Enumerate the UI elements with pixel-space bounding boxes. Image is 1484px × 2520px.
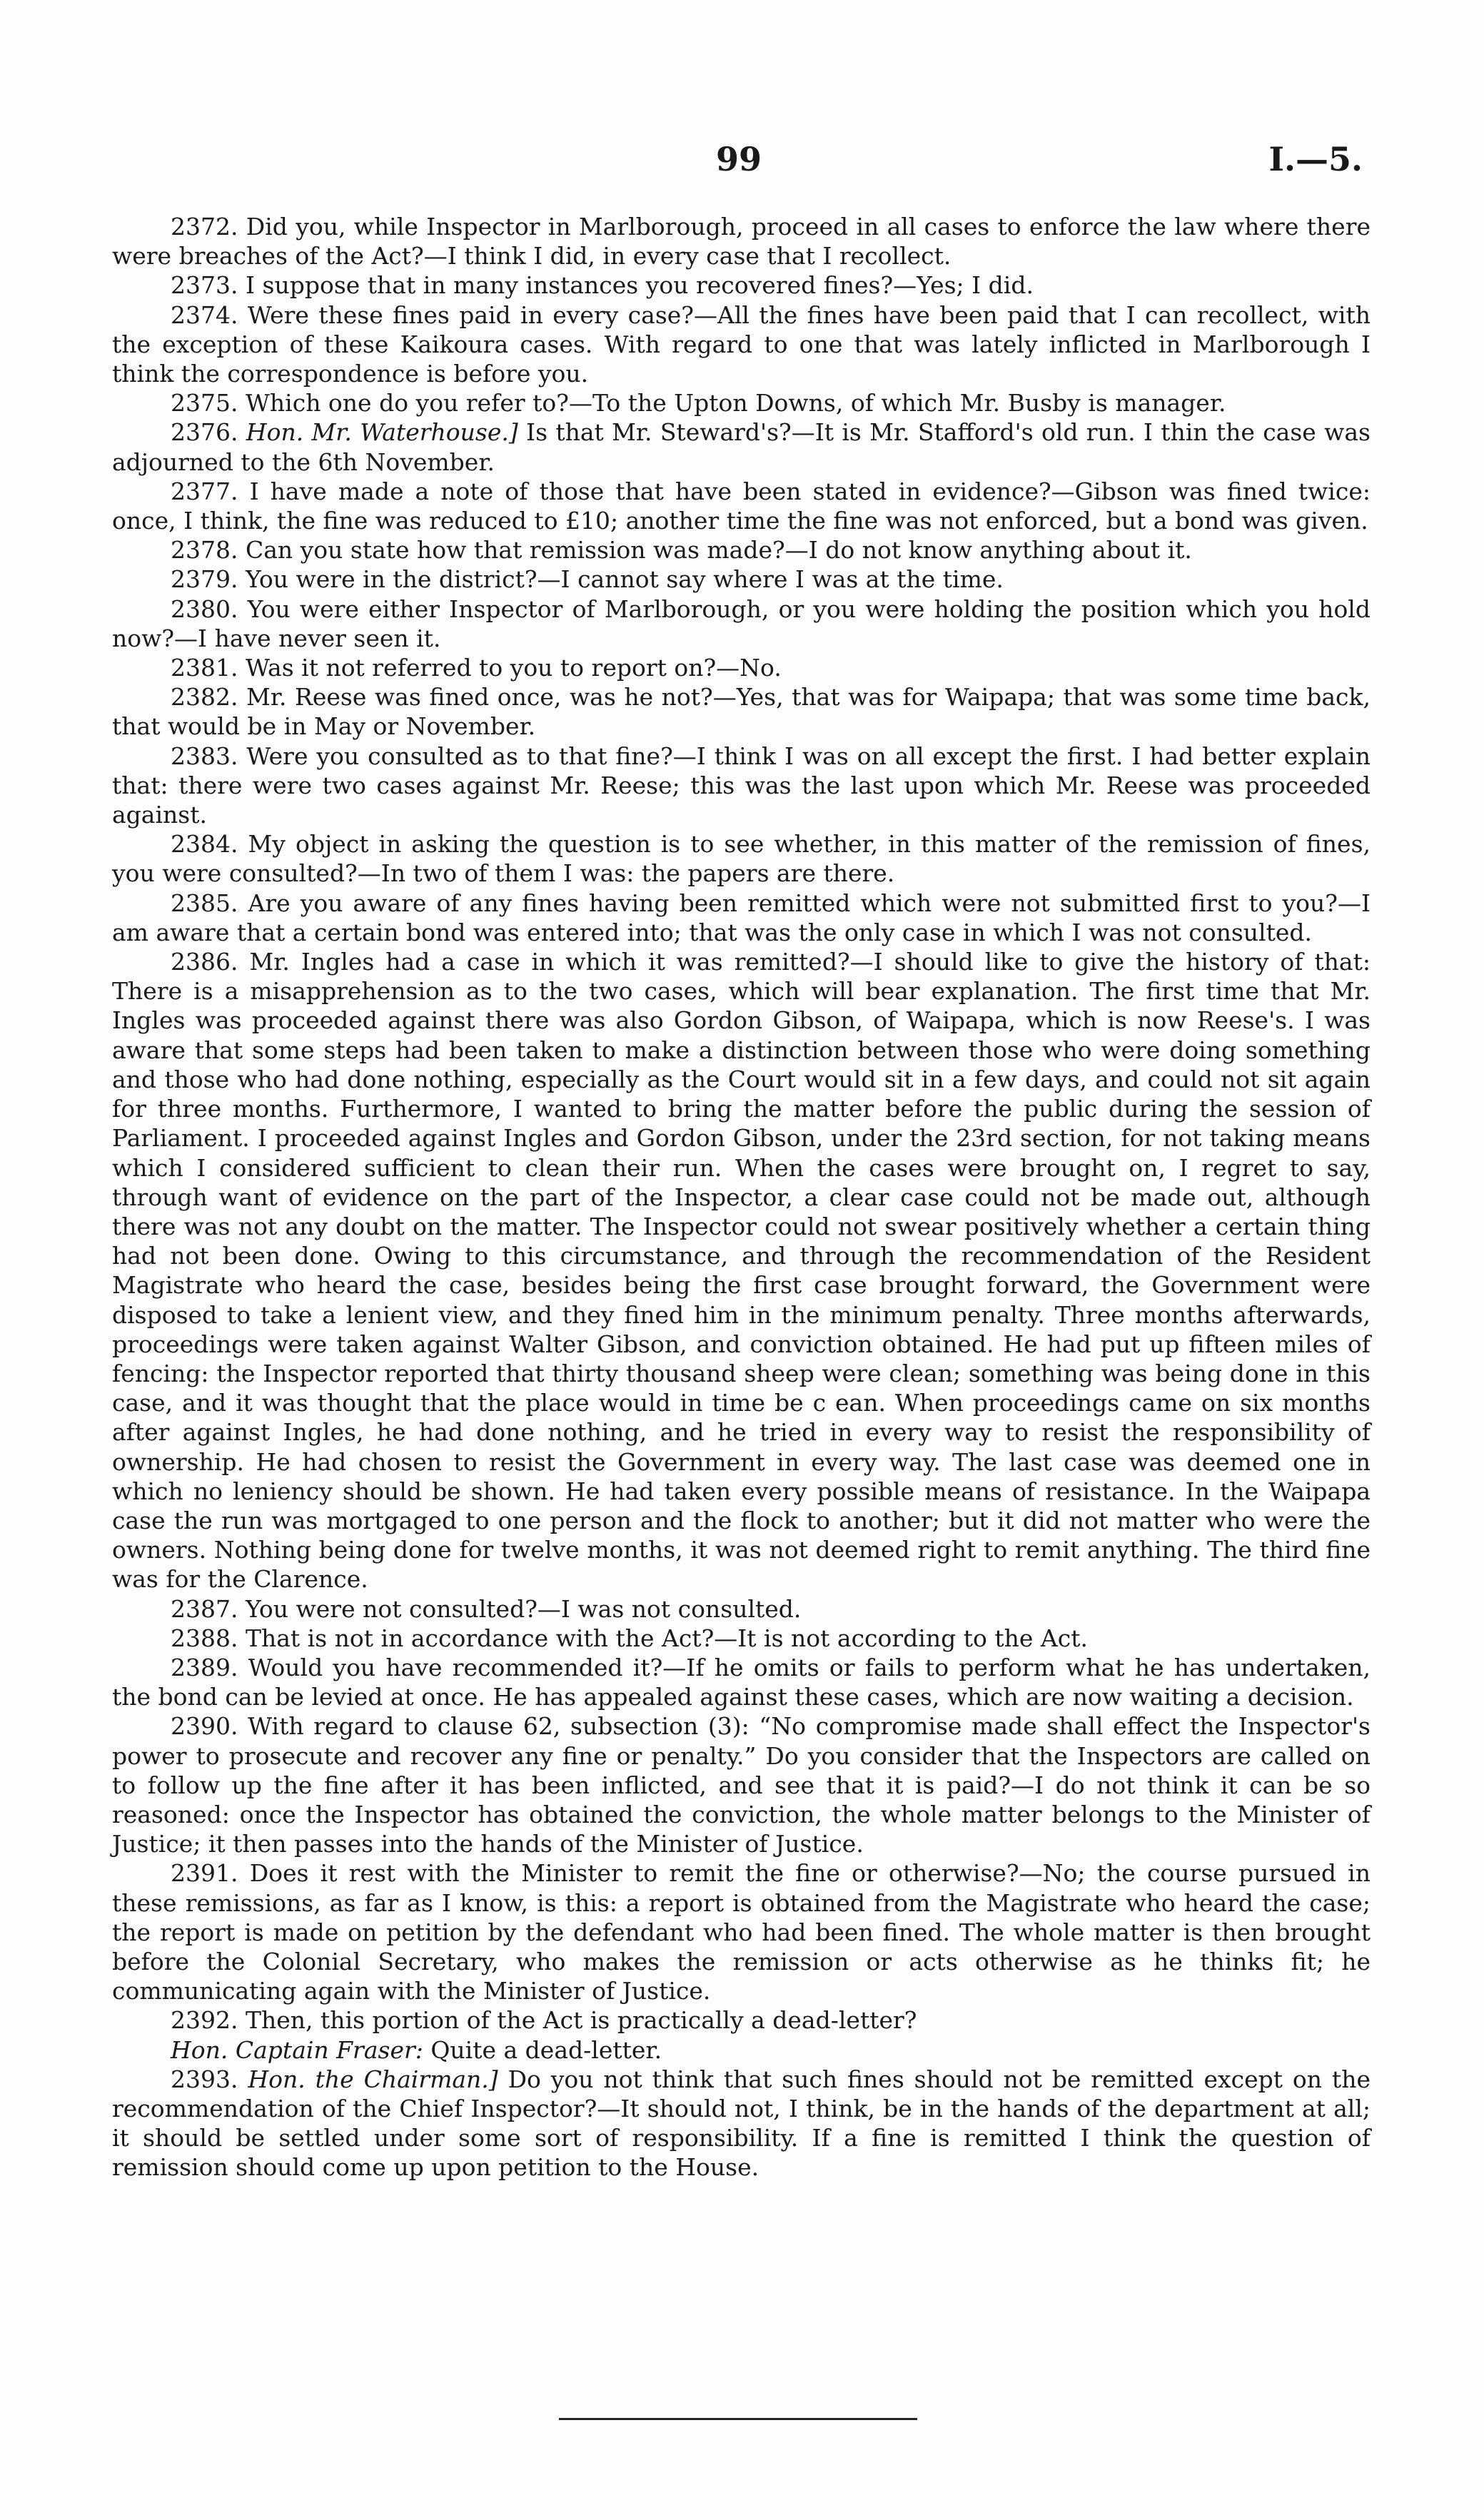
paragraph-text: Do you not think that such fines should not be remitted except on the recommendation of the Chief Inspector?—It should not, I think, be in the hands of the department at all; it should be settled under some sort of responsibility. If a fine is remitted I think the question of remission should come up upon petition to the House. xyxy=(112,2065,1371,2182)
paragraph-text: Did you, while Inspector in Marlborough, proceed in all cases to enforce the law where there were breaches of the Act?—I think I did, in every case that I recollect. xyxy=(112,213,1371,270)
paragraph-2382 xyxy=(112,682,1371,741)
paragraph-text: With regard to clause 62, subsection (3): “No compromise made shall effect the Inspector's power to prosecute and recover any fine or penalty.” Do you consider that the Inspectors are called on to follow up the fine after it has been inflicted, and see that it is paid?—I do not think it can be so reasoned: once the Inspector has obtained the conviction, the whole matter belongs to the Minister of Justice; it then passes into the hands of the Minister of Justice. xyxy=(112,1712,1371,1858)
question-number: 2389. xyxy=(171,1653,238,1681)
question-number: 2378. xyxy=(171,536,238,565)
question-number: 2384. xyxy=(171,830,238,859)
paragraph-2383 xyxy=(112,742,1371,830)
speaker-label: Hon. Captain Fraser: xyxy=(171,2035,423,2064)
paragraph-2376 xyxy=(112,418,1371,476)
question-number: 2374. xyxy=(171,300,238,329)
question-number: 2387. xyxy=(171,1594,238,1623)
paragraph-text: Does it rest with the Minister to remit the fine or otherwise?—No; the course pursued in these remissions, as far as I know, is this: a report is obtained from the Magistrate who heard the case; the report is made on petition by the defendant who had been fined. The whole matter is then brought before the Colonial Secretary, who makes the remission or acts otherwise as he thinks fit; he communicating again with the Minister of Justice. xyxy=(112,1859,1371,2005)
speaker-label: Hon. Mr. Waterhouse.] xyxy=(246,418,518,447)
evidence-transcript xyxy=(112,212,1371,2182)
paragraph-2384 xyxy=(112,829,1371,888)
paragraph-2388 xyxy=(112,1624,1371,1653)
paragraph-2377 xyxy=(112,477,1371,535)
question-number: 2376. xyxy=(171,418,238,447)
paragraph-text: Are you aware of any fines having been remitted which were not submitted first to you?—I am aware that a certain bond was entered into; that was the only case in which I was not consulted. xyxy=(112,889,1371,946)
paragraph-2389 xyxy=(112,1653,1371,1711)
paragraph-text: Can you state how that remission was made?—I do not know anything about it. xyxy=(245,536,1192,565)
paragraph-2392 xyxy=(112,2005,1371,2035)
paragraph-text: Were you consulted as to that fine?—I think I was on all except the first. I had better explain that: there were two cases against Mr. Reese; this was the last upon which Mr. Reese was proceeded against. xyxy=(112,742,1371,829)
paragraph-text: Was it not referred to you to report on?—No. xyxy=(245,654,782,682)
paragraph-text: Quite a dead-letter. xyxy=(430,2035,662,2064)
paragraph-text: Mr. Ingles had a case in which it was remitted?—I should like to give the history of that: There is a misapprehension as to the two cases, which will bear explanation. The first time that Mr. Ingles was proceeded against there was also Gordon Gibson, of Waipapa, which is now Reese's. I was aware that some steps had been taken to make a distinction between those who were doing something and those who had done nothing, especially as the Court would sit in a few days, and could not sit again for three months. Furthermore, I wanted to bring the matter before the public during the session of Parliament. I proceeded against Ingles and Gordon Gibson, under the 23rd section, for not taking means which I considered sufficient to clean their run. When the cases were brought on, I regret to say, through want of evidence on the part of the Inspector, a clear case could not be made out, although there was not any doubt on the matter. The Inspector could not swear positively whether a certain thing had not been done. Owing to this circumstance, and through the recommendation of the Resident Magistrate who heard the case, besides being the first case brought forward, the Government were disposed to take a lenient view, and they fined him in the minimum penalty. Three months afterwards, proceedings were taken against Walter Gibson, and conviction obtained. He had put up fifteen miles of fencing: the Inspector reported that thirty thousand sheep were clean; something was being done in this case, and it was thought that the place would in time be c ean. When proceedings came on six months after against Ingles, he had done nothing, and he tried in every way to resist the responsibility of ownership. He had chosen to resist the Government in every way. The last case was deemed one in which no leniency should be shown. He had taken every possible means of resistance. In the Waipapa case the run was mortgaged to one person and the flock to another; but it did not matter who were the owners. Nothing being done for twelve months, it was not deemed right to remit anything. The third fine was for the Clarence. xyxy=(112,948,1371,1594)
question-number: 2385. xyxy=(171,889,238,917)
paragraph-2380 xyxy=(112,594,1371,653)
paragraph-text: I suppose that in many instances you recovered fines?—Yes; I did. xyxy=(245,271,1034,300)
question-number: 2388. xyxy=(171,1624,238,1652)
question-number: 2375. xyxy=(171,389,238,418)
question-number: 2393. xyxy=(171,2065,238,2093)
paragraph-text: Mr. Reese was fined once, was he not?—Yes, that was for Waipapa; that was some time back, that would be in May or November. xyxy=(112,683,1371,741)
paragraph-text: I have made a note of those that have been stated in evidence?—Gibson was fined twice: once, I think, the fine was reduced to £10; another time the fine was not enforced, but a bond was given. xyxy=(112,477,1371,535)
paragraph-text: You were in the district?—I cannot say where I was at the time. xyxy=(245,565,1004,594)
question-number: 2373. xyxy=(171,271,238,300)
question-number: 2390. xyxy=(171,1712,238,1741)
question-number: 2381. xyxy=(171,654,238,682)
paragraph-text: Then, this portion of the Act is practically a dead-letter? xyxy=(245,2006,917,2035)
paragraph-2385 xyxy=(112,889,1371,947)
paragraph-text: Would you have recommended it?—If he omits or fails to perform what he has undertaken, the bond can be levied at once. He has appealed against these cases, which are now waiting a decision. xyxy=(112,1653,1371,1711)
paragraph-2386 xyxy=(112,947,1371,1594)
paragraph-2372 xyxy=(112,212,1371,270)
question-number: 2392. xyxy=(171,2006,238,2035)
document-reference: I.—5. xyxy=(1268,140,1363,178)
page-number: 99 xyxy=(715,140,762,178)
paragraph-text: You were not consulted?—I was not consulted. xyxy=(245,1594,802,1623)
paragraph-fraser-reply xyxy=(112,2035,1371,2065)
paragraph-2379 xyxy=(112,565,1371,594)
paragraph-text: That is not in accordance with the Act?—It is not according to the Act. xyxy=(245,1624,1088,1652)
paragraph-2387 xyxy=(112,1594,1371,1624)
speaker-label: Hon. the Chairman.] xyxy=(248,2065,498,2093)
paragraph-2373 xyxy=(112,270,1371,300)
paragraph-2393 xyxy=(112,2065,1371,2182)
question-number: 2383. xyxy=(171,742,238,770)
paragraph-2381 xyxy=(112,653,1371,682)
paragraph-2390 xyxy=(112,1711,1371,1858)
question-number: 2379. xyxy=(171,565,238,594)
paragraph-2378 xyxy=(112,535,1371,565)
paragraph-text: Is that Mr. Steward's?—It is Mr. Stafford's old run. I thin the case was adjourned to the 6th November. xyxy=(112,418,1371,476)
paragraph-2391 xyxy=(112,1858,1371,2005)
question-number: 2386. xyxy=(171,948,238,976)
question-number: 2372. xyxy=(171,213,238,241)
paragraph-2374 xyxy=(112,300,1371,389)
paragraph-text: My object in asking the question is to see whether, in this matter of the remission of fines, you were consulted?—In two of them I was: the papers are there. xyxy=(112,830,1371,888)
question-number: 2377. xyxy=(171,477,238,505)
paragraph-text: Which one do you refer to?—To the Upton Downs, of which Mr. Busby is manager. xyxy=(245,389,1226,418)
question-number: 2382. xyxy=(171,683,238,712)
paragraph-text: You were either Inspector of Marlborough, or you were holding the position which you hold now?—I have never seen it. xyxy=(112,594,1371,652)
question-number: 2391. xyxy=(171,1859,238,1888)
question-number: 2380. xyxy=(171,594,238,623)
closing-rule xyxy=(559,2418,917,2420)
paragraph-text: Were these fines paid in every case?—All the fines have been paid that I can recollect, with the exception of these Kaikoura cases. With regard to one that was lately inflicted in Marlborough I think the correspondence is before you. xyxy=(112,300,1371,388)
paragraph-2375 xyxy=(112,388,1371,418)
